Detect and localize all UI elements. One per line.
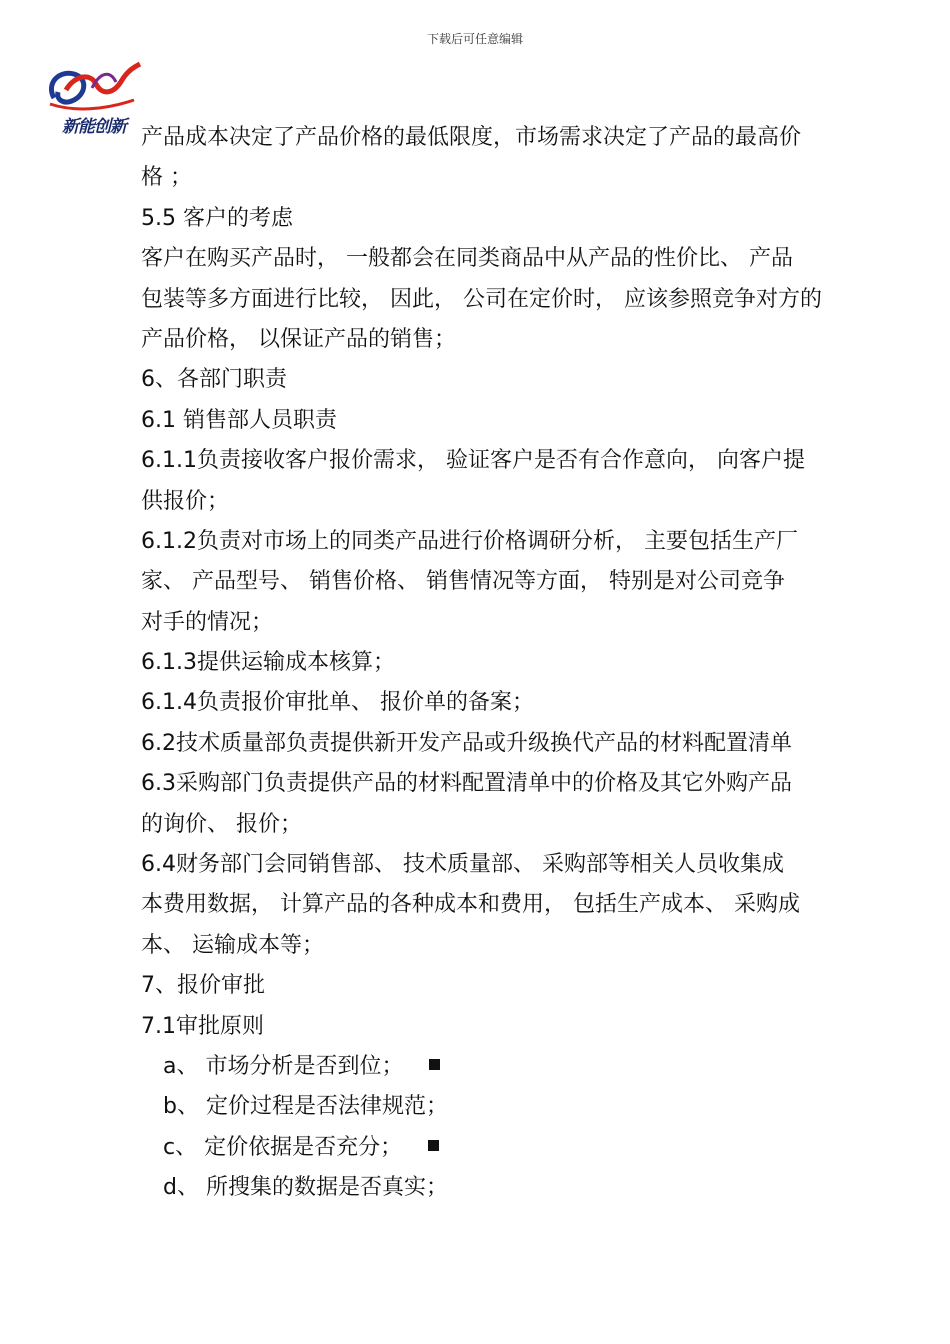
text-line: 6.3采购部门负责提供产品的材料配置清单中的价格及其它外购产品 <box>141 771 792 797</box>
list-item <box>141 1128 841 1168</box>
list-item-text: d、 所搜集的数据是否真实； <box>163 1175 448 1201</box>
text-line: 产品成本决定了产品价格的最低限度，市场需求决定了产品的最高价 <box>141 125 802 150</box>
logo-swoosh-icon <box>44 60 144 116</box>
section-heading: 7.1审批原则 <box>141 1013 264 1039</box>
square-bullet-icon <box>429 1059 440 1070</box>
section-heading: 6.1 销售部人员职责 <box>141 407 337 433</box>
text-line: 6.2技术质量部负责提供新开发产品或升级换代产品的材料配置清单 <box>141 730 792 756</box>
text-line: 产品价格， 以保证产品的销售； <box>141 326 456 352</box>
list-item-text: a、 市场分析是否到位； <box>163 1053 404 1079</box>
text-line: 格 ； <box>141 165 192 191</box>
list-item-text: c、 定价依据是否充分； <box>163 1134 403 1160</box>
section-heading: 7、报价审批 <box>141 973 265 999</box>
list-item <box>141 1087 841 1127</box>
document-body <box>141 118 841 1209</box>
text-line: 6.1.1负责接收客户报价需求， 验证客户是否有合作意向， 向客户提 <box>141 448 805 474</box>
list-item-text: b、 定价过程是否法律规范； <box>163 1094 448 1120</box>
text-line: 本费用数据， 计算产品的各种成本和费用， 包括生产成本、 采购成 <box>141 892 800 918</box>
text-line: 6.1.4负责报价审批单、 报价单的备案； <box>141 690 534 716</box>
company-logo <box>44 60 144 138</box>
text-line: 本、 运输成本等； <box>141 932 324 958</box>
text-line: 6.1.2负责对市场上的同类产品进行价格调研分析， 主要包括生产厂 <box>141 528 798 554</box>
logo-text: 新能创新 <box>62 117 126 137</box>
text-line: 家、 产品型号、 销售价格、 销售情况等方面， 特别是对公司竞争 <box>141 569 785 595</box>
text-line: 6.1.3提供运输成本核算； <box>141 650 395 676</box>
section-heading: 5.5 客户的考虑 <box>141 205 293 231</box>
section-heading: 6、各部门职责 <box>141 367 287 393</box>
text-line: 对手的情况； <box>141 609 274 635</box>
square-bullet-icon <box>428 1140 439 1151</box>
text-line: 供报价； <box>141 488 230 514</box>
header-note: 下载后可任意编辑 <box>426 32 523 46</box>
text-line: 的询价、 报价； <box>141 811 302 837</box>
text-line: 包装等多方面进行比较， 因此， 公司在定价时， 应该参照竞争对方的 <box>141 286 822 312</box>
text-line: 客户在购买产品时， 一般都会在同类商品中从产品的性价比、 产品 <box>141 246 793 272</box>
list-item <box>141 1047 841 1087</box>
text-line: 6.4财务部门会同销售部、 技术质量部、 采购部等相关人员收集成 <box>141 852 784 878</box>
list-item <box>141 1168 841 1208</box>
